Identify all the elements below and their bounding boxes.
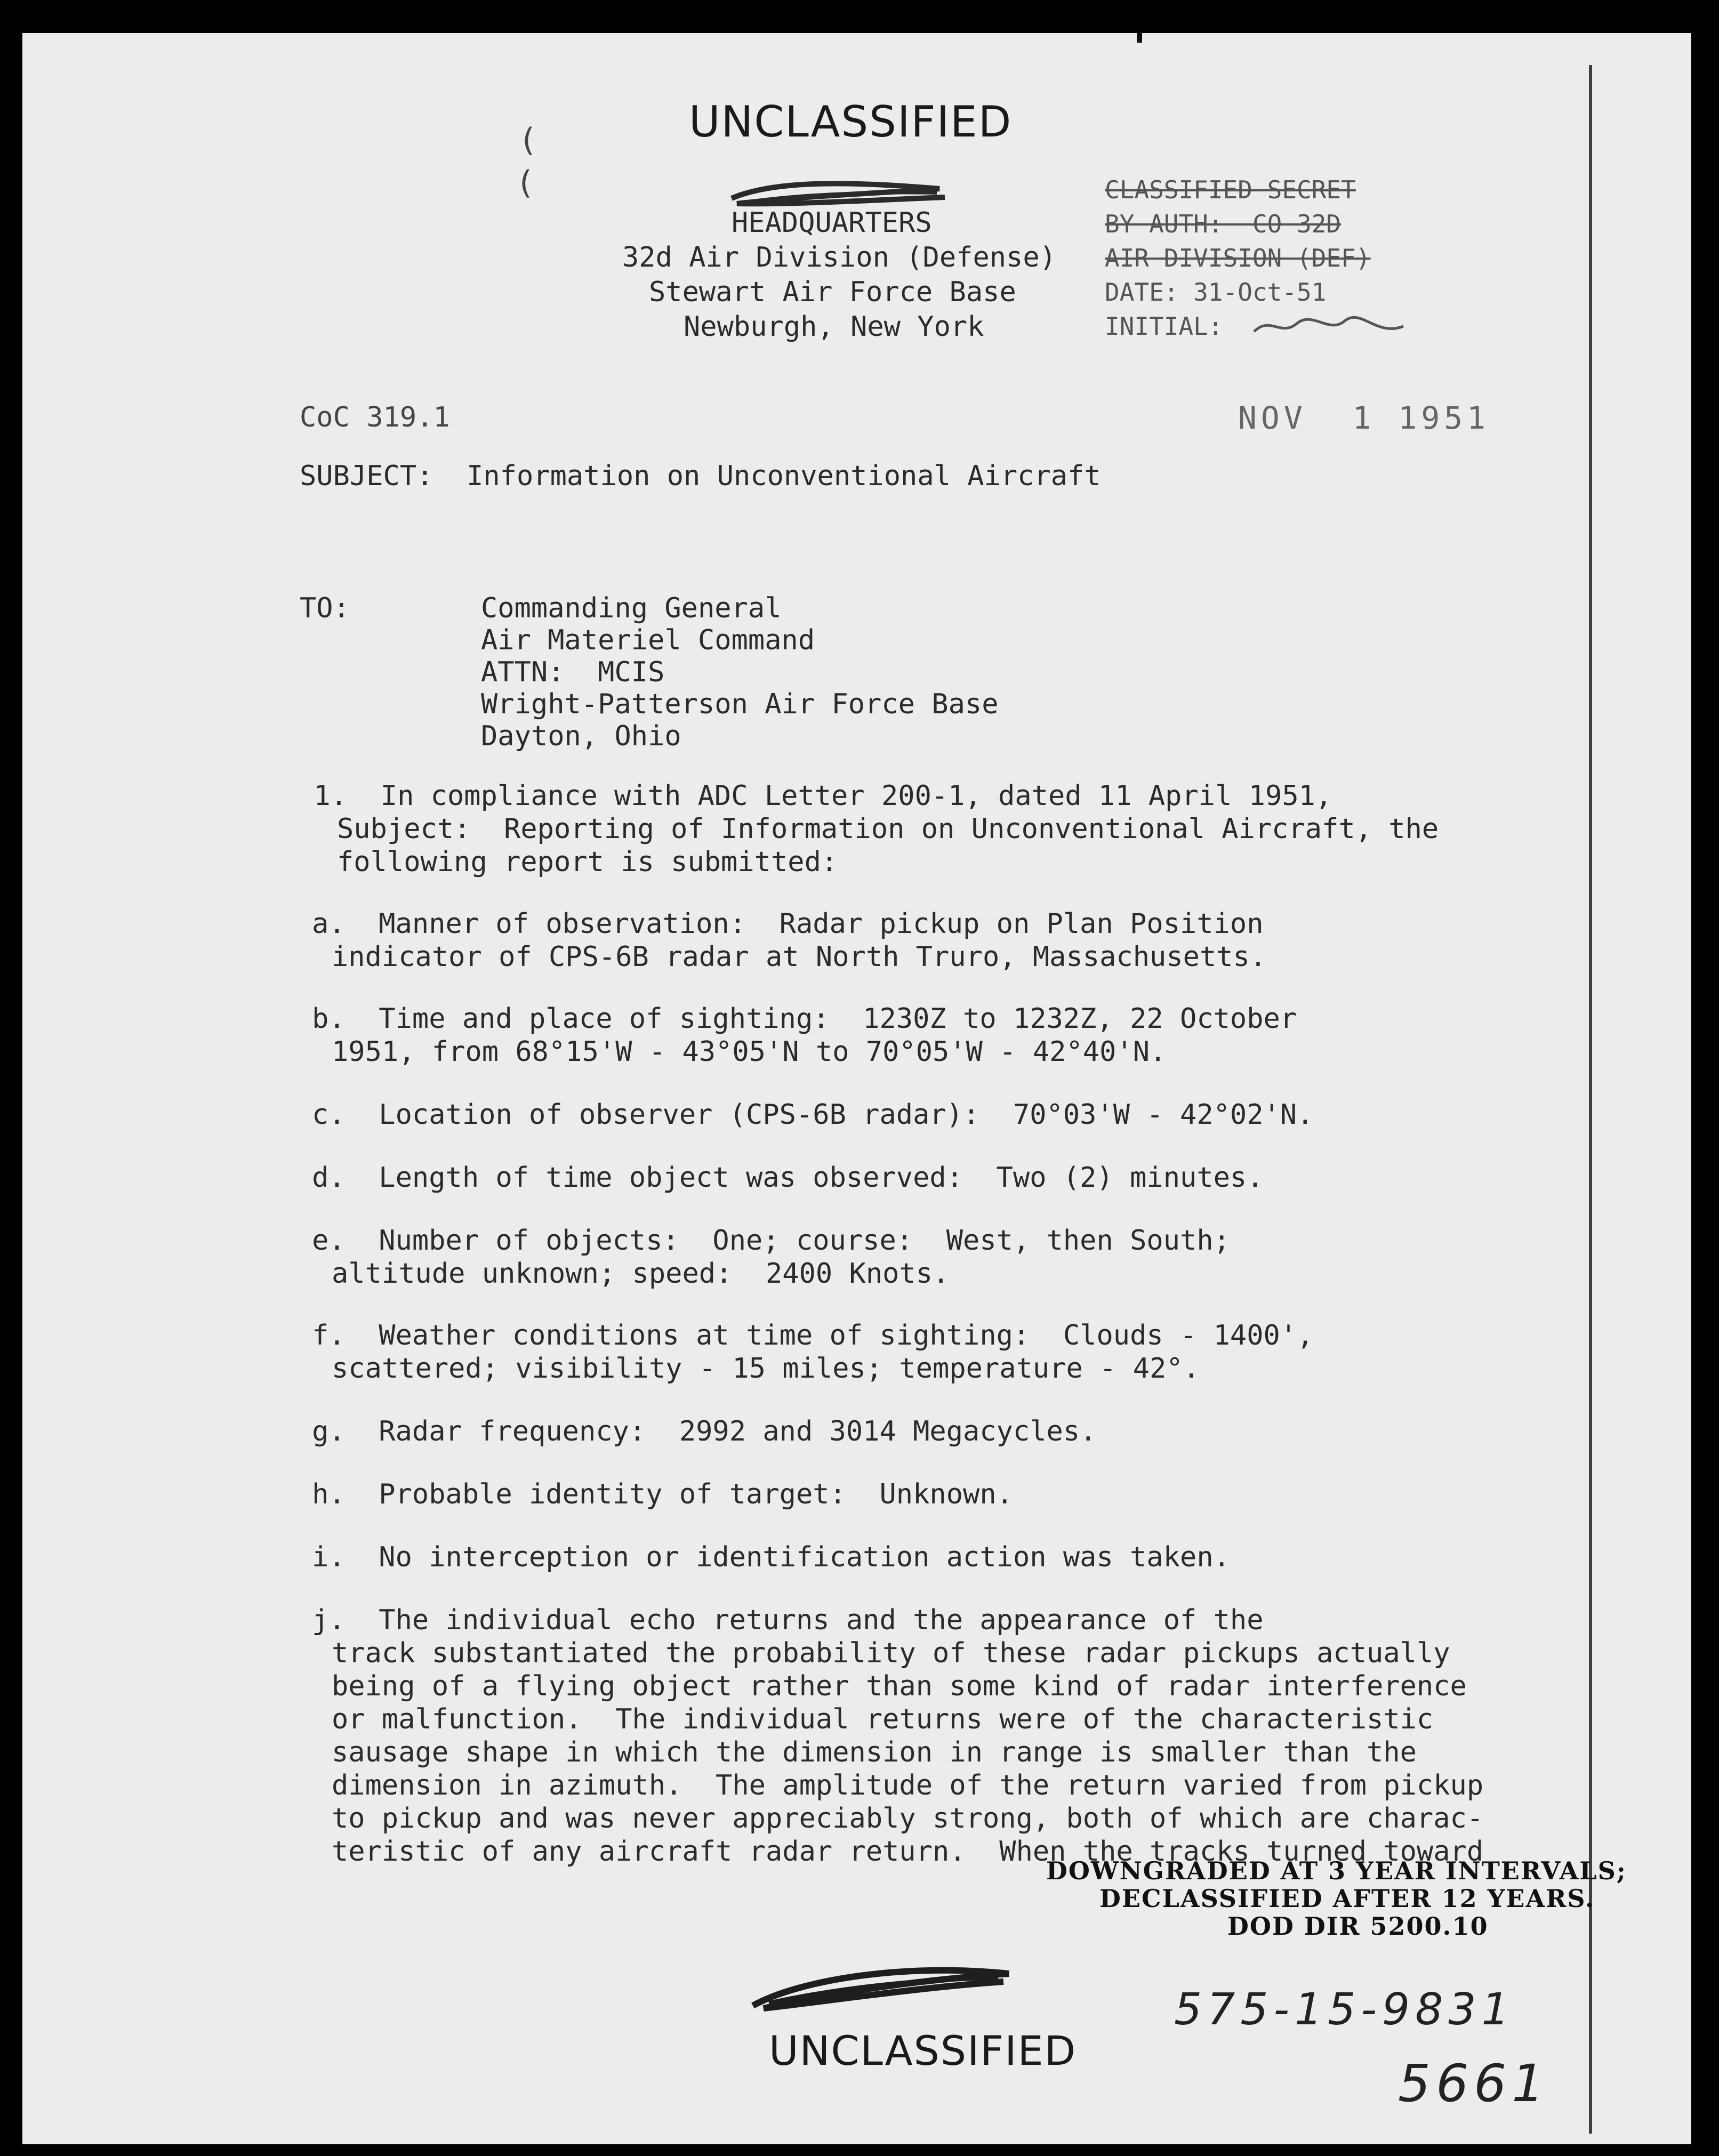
item-j-line-4: or malfunction. The individual returns were of the characteristic [332, 1703, 1434, 1735]
classified-stamp-line-1: CLASSIFIED SECRET [1105, 175, 1356, 204]
item-b-line-1: b. Time and place of sighting: 1230Z to 1232Z, 22 October [145, 1003, 1297, 1035]
received-date-stamp: NOV 1 1951 [1238, 400, 1490, 436]
to-line-2: Air Materiel Command [481, 624, 815, 656]
item-h-line-1: h. Probable identity of target: Unknown. [145, 1478, 1013, 1510]
item-j-line-8: teristic of any aircraft radar return. When the tracks turned toward [332, 1836, 1484, 1868]
top-classification-stamp: UNCLASSIFIED [689, 97, 1013, 147]
para1-line-1: 1. In compliance with ADC Letter 200-1, dated 11 April 1951, [230, 780, 1332, 812]
item-a-line-2: indicator of CPS-6B radar at North Truro, Massachusetts. [332, 941, 1267, 973]
classified-stamp-line-3: AIR DIVISION (DEF) [1105, 244, 1371, 272]
margin-mark: ( [518, 122, 538, 159]
subject-line: SUBJECT: Information on Unconventional Aircraft [300, 460, 1101, 492]
document-page [22, 33, 1691, 2144]
header-line-1: HEADQUARTERS [732, 207, 932, 239]
initial-signature [1249, 310, 1409, 342]
item-g-line-1: g. Radar frequency: 2992 and 3014 Megacycles. [145, 1415, 1097, 1447]
to-label: TO: [300, 592, 350, 624]
bottom-classification-stamp: UNCLASSIFIED [769, 2027, 1077, 2074]
film-speck [1137, 33, 1142, 43]
downgrade-stamp-line-1: DOWNGRADED AT 3 YEAR INTERVALS; [1046, 1856, 1627, 1885]
item-a-line-1: a. Manner of observation: Radar pickup on Plan Position [145, 908, 1264, 940]
to-line-4: Wright-Patterson Air Force Base [481, 688, 999, 720]
item-j-line-7: to pickup and was never appreciably strong, both of which are charac- [332, 1803, 1484, 1835]
classified-stamp-line-5: INITIAL: [1105, 312, 1223, 341]
header-line-4: Newburgh, New York [684, 311, 984, 343]
item-j-line-2: track substantiated the probability of these radar pickups actually [332, 1637, 1450, 1669]
item-e-line-2: altitude unknown; speed: 2400 Knots. [332, 1258, 950, 1290]
item-f-line-1: f. Weather conditions at time of sighting: Clouds - 1400', [145, 1320, 1314, 1351]
item-b-line-2: 1951, from 68°15'W - 43°05'N to 70°05'W - 42°40'N. [332, 1036, 1167, 1068]
item-i-line-1: i. No interception or identification action was taken. [145, 1541, 1230, 1573]
classified-stamp-line-4: DATE: 31-Oct-51 [1105, 278, 1327, 307]
handwritten-page-number: 5661 [1398, 2054, 1550, 2113]
item-j-line-3: being of a flying object rather than some kind of radar interference [332, 1670, 1467, 1702]
to-line-5: Dayton, Ohio [481, 720, 681, 752]
margin-mark: ( [516, 164, 535, 202]
downgrade-stamp-line-2: DECLASSIFIED AFTER 12 YEARS. [1099, 1884, 1595, 1913]
header-line-3: Stewart Air Force Base [649, 276, 1016, 308]
downgrade-stamp-line-3: DOD DIR 5200.10 [1227, 1912, 1489, 1941]
item-j-line-6: dimension in azimuth. The amplitude of the return varied from pickup [332, 1769, 1484, 1801]
item-j-line-5: sausage shape in which the dimension in range is smaller than the [332, 1736, 1417, 1768]
reference-number: CoC 319.1 [300, 401, 450, 433]
para1-line-3: following report is submitted: [337, 846, 838, 878]
bottom-redaction-scribble [748, 1958, 1014, 2022]
para1-line-2: Subject: Reporting of Information on Unconventional Aircraft, the [337, 813, 1439, 845]
handwritten-file-number: 575-15-9831 [1174, 1984, 1515, 2035]
to-line-3: ATTN: MCIS [481, 656, 665, 688]
to-line-1: Commanding General [481, 592, 782, 624]
paper-edge-line [1589, 65, 1592, 2134]
item-e-line-1: e. Number of objects: One; course: West, then South; [145, 1225, 1230, 1257]
item-f-line-2: scattered; visibility - 15 miles; temperature - 42°. [332, 1353, 1200, 1385]
classified-stamp-line-2: BY AUTH: CO 32D [1105, 210, 1342, 238]
item-c-line-1: c. Location of observer (CPS-6B radar): 70°03'W - 42°02'N. [145, 1099, 1314, 1131]
item-d-line-1: d. Length of time object was observed: Two (2) minutes. [145, 1162, 1264, 1194]
header-line-2: 32d Air Division (Defense) [622, 242, 1056, 273]
item-j-line-1: j. The individual echo returns and the appearance of the [145, 1604, 1264, 1636]
